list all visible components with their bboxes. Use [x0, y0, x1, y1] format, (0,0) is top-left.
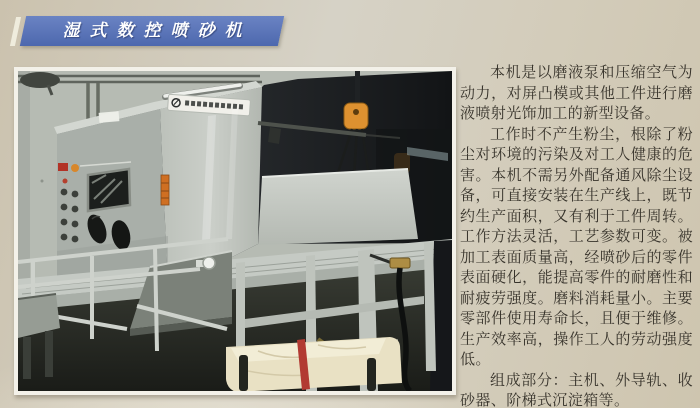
machine-photo-frame [14, 67, 456, 395]
orange-label-strip [161, 175, 169, 205]
bolt-stud-right [367, 358, 376, 391]
brass-fitting [390, 258, 410, 268]
viewing-window [88, 169, 130, 211]
machine-photo [18, 71, 452, 391]
red-indicator [63, 179, 68, 184]
paragraph-intro: 本机是以磨液泵和压缩空气为动力，对屏凸模或其他工件进行磨液喷射光饰加工的新型设备。 [460, 65, 693, 122]
rail-bracket [268, 127, 281, 144]
banner-accent-stripe [10, 17, 21, 46]
page-title: 湿式数控喷砂机 [62, 21, 252, 40]
white-sticker [99, 111, 120, 123]
article-text [460, 63, 693, 412]
metal-sheet [258, 169, 418, 245]
orange-knob [71, 164, 79, 172]
bolt-stud-left [239, 355, 248, 391]
hoist-cable [355, 71, 360, 107]
paragraph-components: 组成部分：主机、外导轨、收砂器、阶梯式沉淀箱等。 [460, 372, 693, 409]
hoist-block [344, 103, 368, 129]
red-switch [58, 163, 68, 171]
wall-speck [41, 180, 44, 183]
paragraph-features: 工作时不产生粉尘，根除了粉尘对环境的污染及对工人健康的危害。本机不需另外配备通风除尘设备，可直接安装在生产线上，既节约生产面积，又有利于工件周转。工作方法灵活，工艺参数可变。被加工表面质量高，经喷砂后的零件表面硬化，能提高零件的耐磨性和耐疲劳强度。磨料消耗量小。主要零部件使用寿命长，且便于维修。生产效率高，操作工人的劳动强度低。 [460, 126, 693, 368]
title-banner [20, 16, 284, 46]
